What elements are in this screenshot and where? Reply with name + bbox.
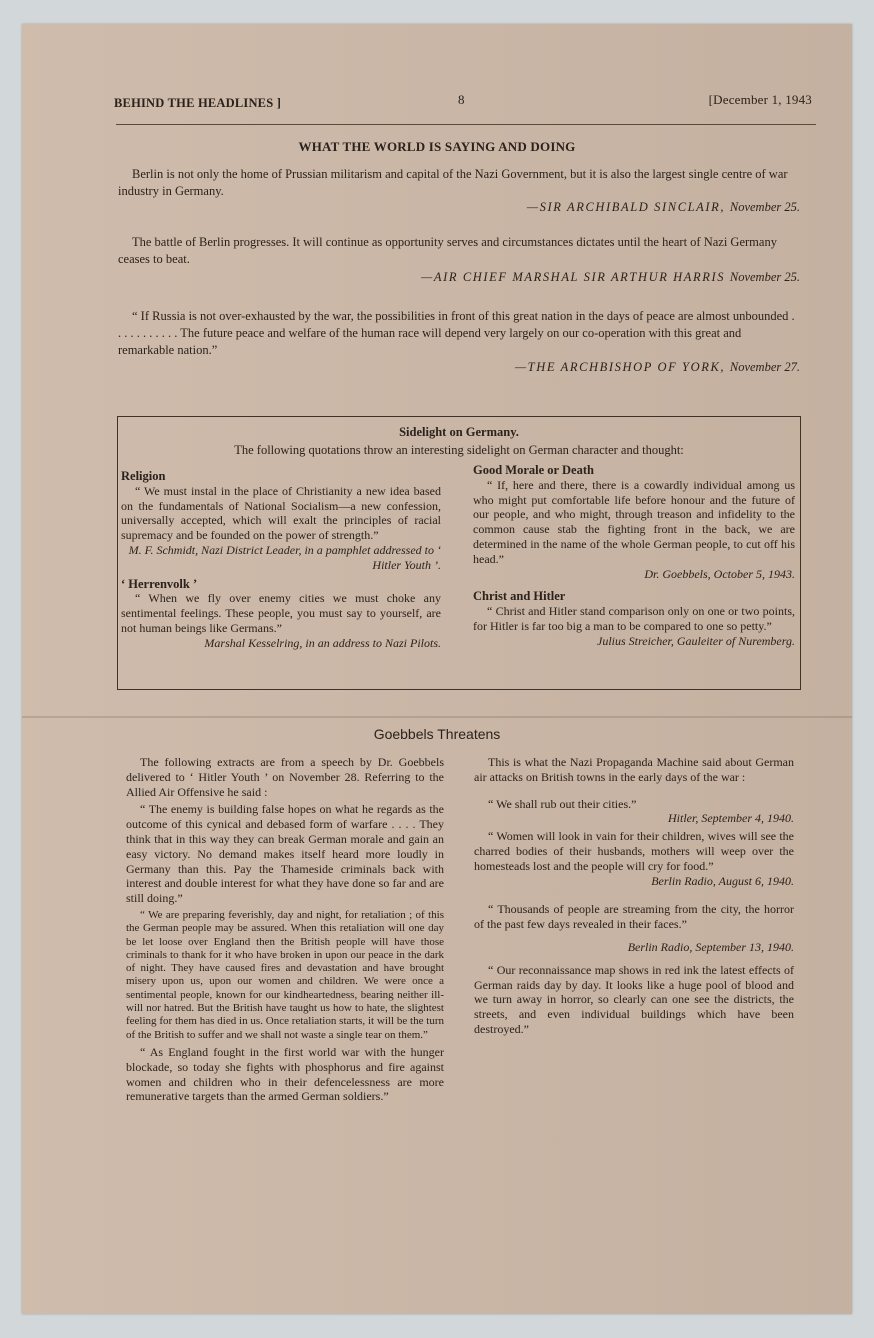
religion-heading: Religion — [121, 469, 166, 483]
archbishop-quote-text: “ If Russia is not over-exhausted by the war, the possibilities in front of this great nation in the days of peace are almost unbounded . . . . . . . . . . . The future peace and welfare of the human race will depend very largely on our co-operation with this great and remarkable nation.” — [118, 309, 795, 357]
header-rule — [116, 124, 816, 125]
christ-quote: “ Christ and Hitler stand comparison only on one or two points, for Hitler is far too big a man to be compared to one so petty.” — [473, 604, 795, 633]
goebbels-intro: The following extracts are from a speech by Dr. Goebbels delivered to ‘ Hitler Youth ’ on November 28. Referring to the Allied Air Offensive he said : — [126, 755, 444, 799]
harris-name: —AIR CHIEF MARSHAL SIR ARTHUR HARRIS — [421, 270, 726, 284]
sinclair-quote — [118, 166, 800, 200]
goebbels-extract-1: “ The enemy is building false hopes on what he regards as the outcome of this cynical and debased form of warfare . . . . They think that in this way they can break German morale and gain an easy victory. No demand makes itself heard more loudly in Germany than this. Pay the Thameside criminals back with interest and double interest for what they have done so far and are still doing.” — [126, 802, 444, 906]
sidelight-right-column — [473, 463, 795, 649]
sinclair-attribution — [118, 200, 800, 215]
archbishop-date: November 27. — [729, 360, 800, 374]
world-section-title: WHAT THE WORLD IS SAYING AND DOING — [298, 139, 576, 154]
hitler-attribution: Hitler, September 4, 1940. — [668, 811, 794, 826]
goebbels-extract-2: “ We are preparing feverishly, day and night, for retaliation ; of this the German people may be assured. When this retaliation will one day be let loose over England then the British people will have those criminals to thank for it who have broken in upon our peace in the dark of night. They have caused fires and devastation and have brought misery upon us, upon our women and children. We were once a sentimental people, known for our kindheartedness, bearing neither ill-will nor hatred. But the British have taught us how to hate, the slightest feeling for them has died in us. Once retaliation starts, it will be the turn of the British to suffer and we shall not waste a single tear on them.” — [126, 908, 444, 1041]
archbishop-quote — [118, 308, 800, 359]
sinclair-date: November 25. — [729, 200, 800, 214]
sidelight-title: Sidelight on Germany. — [399, 425, 519, 439]
religion-attribution: M. F. Schmidt, Nazi District Leader, in a pamphlet addressed to ‘ Hitler Youth ’. — [128, 542, 441, 572]
sinclair-quote-text: Berlin is not only the home of Prussian militarism and capital of the Nazi Government, but it is also the largest single centre of war industry in Germany. — [118, 167, 788, 198]
page-fold — [22, 716, 852, 718]
radio-attribution-2: Berlin Radio, September 13, 1940. — [627, 939, 794, 954]
reconnaissance-quote: “ Our reconnaissance map shows in red ink the latest effects of German raids day by day. It looks like a huge pool of blood and we turn away in horror, so clearly can one see the districts, the streets, and even individual buildings which have been destroyed.” — [474, 962, 794, 1036]
radio-quote-1: “ Women will look in vain for their children, wives will see the charred bodies of their husbands, mothers will weep over the homesteads lost and the people will cry for food.” — [474, 829, 794, 873]
hitler-quote: “ We shall rub out their cities.” — [488, 796, 637, 811]
harris-quote-text: The battle of Berlin progresses. It will continue as opportunity serves and circumstances dictates until the heart of Nazi Germany ceases to beat. — [118, 235, 777, 266]
morale-heading: Good Morale or Death — [473, 463, 594, 477]
harris-date: November 25. — [729, 270, 800, 284]
radio-quote-2: “ Thousands of people are streaming from the city, the horror of the past few days revealed in their faces.” — [474, 902, 794, 932]
herrenvolk-attribution: Marshal Kesselring, in an address to Nazi Pilots. — [204, 635, 441, 650]
herrenvolk-quote: “ When we fly over enemy cities we must choke any sentimental feelings. These people, you must say to yourself, are not human beings like Germans.” — [121, 591, 441, 635]
propaganda-intro: This is what the Nazi Propaganda Machine said about German air attacks on British towns in the early days of the war : — [474, 755, 794, 784]
harris-attribution — [118, 270, 800, 285]
harris-quote — [118, 234, 800, 268]
religion-quote: “ We must instal in the place of Christianity a new idea based on the fundamentals of National Socialism—a new confession, universally accepted, which will exalt the principles of racial supremacy and be founded on the power of strength.” — [121, 483, 441, 543]
archbishop-attribution — [118, 360, 800, 375]
sidelight-intro: The following quotations throw an interesting sidelight on German character and thought: — [234, 443, 684, 457]
herrenvolk-heading: ‘ Herrenvolk ’ — [121, 576, 198, 591]
morale-attribution: Dr. Goebbels, October 5, 1943. — [644, 566, 795, 581]
christ-heading: Christ and Hitler — [473, 589, 566, 604]
morale-quote: “ If, here and there, there is a cowardly individual among us who might put comfortable life before honour and the future of our people, and who might, through treason and infidelity to the common cause stab the fighting front in the back, we are determined in the name of the whole German people, to cut off his head.” — [473, 477, 795, 566]
goebbels-right-column — [474, 755, 794, 1037]
sinclair-name: —SIR ARCHIBALD SINCLAIR, — [526, 200, 726, 214]
newspaper-page — [22, 24, 852, 1314]
goebbels-left-column — [126, 755, 444, 1104]
archbishop-name: —THE ARCHBISHOP OF YORK, — [514, 360, 726, 374]
goebbels-extract-3: “ As England fought in the first world war with the hunger blockade, so today she fights with phosphorus and fire against women and children who in their defencelessness are more remunerative targets than the armed German soldiers.” — [126, 1044, 444, 1104]
christ-attribution: Julius Streicher, Gauleiter of Nuremberg. — [597, 633, 795, 648]
issue-date: [December 1, 1943 — [708, 92, 812, 107]
publication-name: BEHIND THE HEADLINES ] — [114, 96, 282, 110]
radio-attribution-1: Berlin Radio, August 6, 1940. — [651, 873, 794, 888]
sidelight-box — [117, 416, 801, 690]
page-number: 8 — [458, 92, 465, 107]
sidelight-left-column — [121, 469, 441, 651]
goebbels-section-title: Goebbels Threatens — [373, 726, 501, 742]
